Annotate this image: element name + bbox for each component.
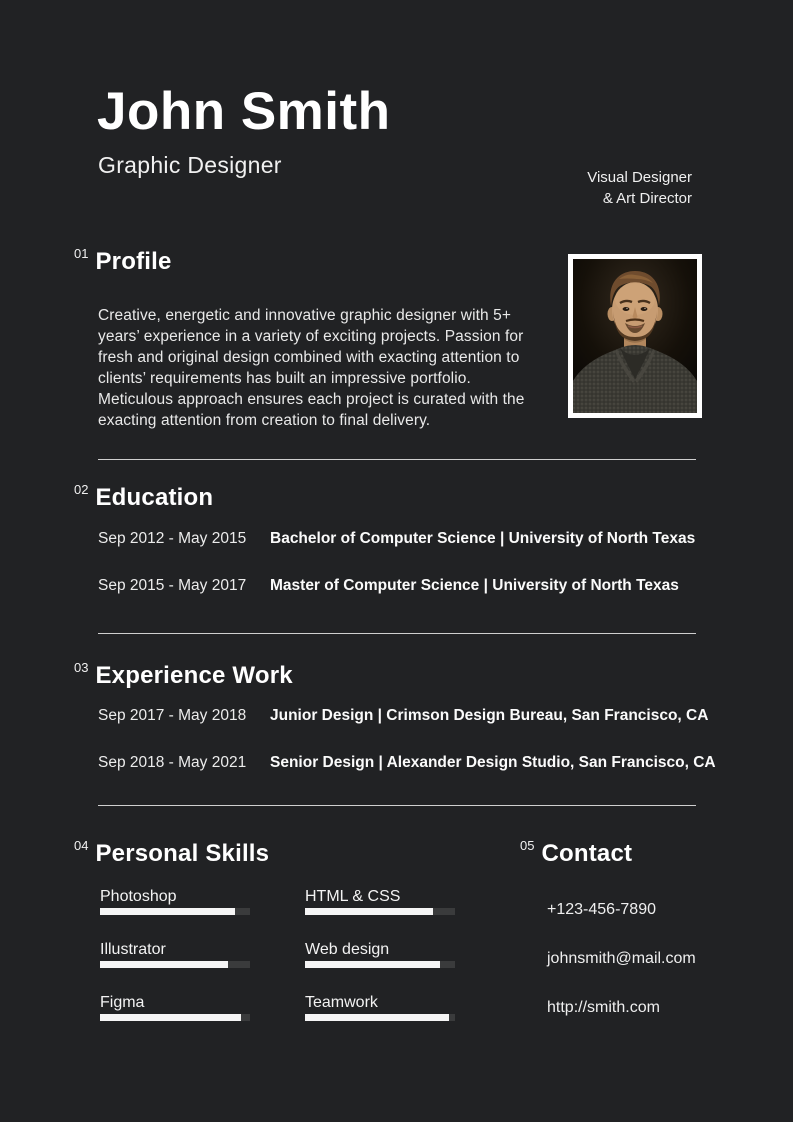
section-heading-education (74, 482, 213, 510)
education-row (98, 577, 679, 595)
skill-bar-track (100, 961, 250, 968)
skill-item (305, 940, 465, 968)
secondary-role-line2: & Art Director (602, 190, 692, 207)
contact-list (547, 900, 696, 1047)
skill-label: Photoshop (100, 888, 177, 905)
experience-row (98, 754, 716, 772)
skills-column-right (305, 887, 465, 1046)
education-detail: Master of Computer Science | University of North Texas (270, 577, 679, 594)
skills-column-left (100, 887, 260, 1046)
person-role: Graphic Designer (98, 152, 282, 178)
section-number: 05 (520, 838, 535, 853)
education-dates: Sep 2012 - May 2015 (98, 530, 247, 547)
skill-item (100, 940, 260, 968)
skill-bar-fill (100, 1014, 241, 1021)
skill-bar-track (305, 1014, 455, 1021)
skill-label: Teamwork (305, 994, 378, 1011)
section-heading-profile (74, 246, 172, 274)
experience-dates: Sep 2017 - May 2018 (98, 707, 247, 724)
section-heading-experience (74, 660, 293, 688)
skill-bar-track (305, 908, 455, 915)
experience-detail: Senior Design | Alexander Design Studio, San Francisco, CA (270, 754, 716, 771)
profile-photo (568, 254, 702, 418)
section-number: 03 (74, 660, 89, 675)
skill-label: Figma (100, 994, 145, 1011)
person-name: John Smith (97, 82, 391, 141)
section-number: 01 (74, 246, 89, 261)
contact-email: johnsmith@mail.com (547, 950, 696, 967)
section-title: Experience Work (95, 662, 293, 689)
divider (98, 459, 696, 460)
divider (98, 633, 696, 634)
skill-label: Illustrator (100, 941, 166, 958)
contact-website: http://smith.com (547, 999, 660, 1016)
skill-item (305, 887, 465, 915)
skill-item (100, 887, 260, 915)
education-detail: Bachelor of Computer Science | University of North Texas (270, 530, 696, 547)
skill-bar-fill (100, 961, 228, 968)
skill-bar-track (100, 908, 250, 915)
section-title: Profile (95, 248, 172, 275)
skill-label: HTML & CSS (305, 888, 401, 905)
skill-bar-fill (305, 1014, 449, 1021)
skill-label: Web design (305, 941, 390, 958)
section-title: Education (95, 484, 214, 511)
skill-item (100, 993, 260, 1021)
section-number: 04 (74, 838, 89, 853)
section-title: Personal Skills (95, 840, 270, 867)
experience-row (98, 707, 708, 725)
section-heading-contact (520, 838, 632, 866)
education-row (98, 530, 695, 548)
skill-bar-fill (305, 908, 433, 915)
skill-bar-track (100, 1014, 250, 1021)
experience-dates: Sep 2018 - May 2021 (98, 754, 247, 771)
secondary-role-line1: Visual Designer (587, 169, 692, 186)
section-heading-skills (74, 838, 269, 866)
skill-item (305, 993, 465, 1021)
skill-bar-fill (305, 961, 440, 968)
education-dates: Sep 2015 - May 2017 (98, 577, 247, 594)
profile-summary: Creative, energetic and innovative graphic designer with 5+ years’ experience in a variety of exciting projects. Passion for fresh and original design combined with exacting attention to clients’ requirements has built an impressive portfolio. Meticulous approach ensures each project is curated with the exacting attention from creation to final delivery. (98, 306, 525, 429)
portrait-illustration (573, 259, 697, 413)
contact-phone: +123-456-7890 (547, 901, 656, 918)
divider (98, 805, 696, 806)
skill-bar-track (305, 961, 455, 968)
secondary-role (587, 167, 692, 209)
experience-detail: Junior Design | Crimson Design Bureau, San Francisco, CA (270, 707, 709, 724)
section-title: Contact (541, 840, 633, 867)
skill-bar-fill (100, 908, 235, 915)
section-number: 02 (74, 482, 89, 497)
